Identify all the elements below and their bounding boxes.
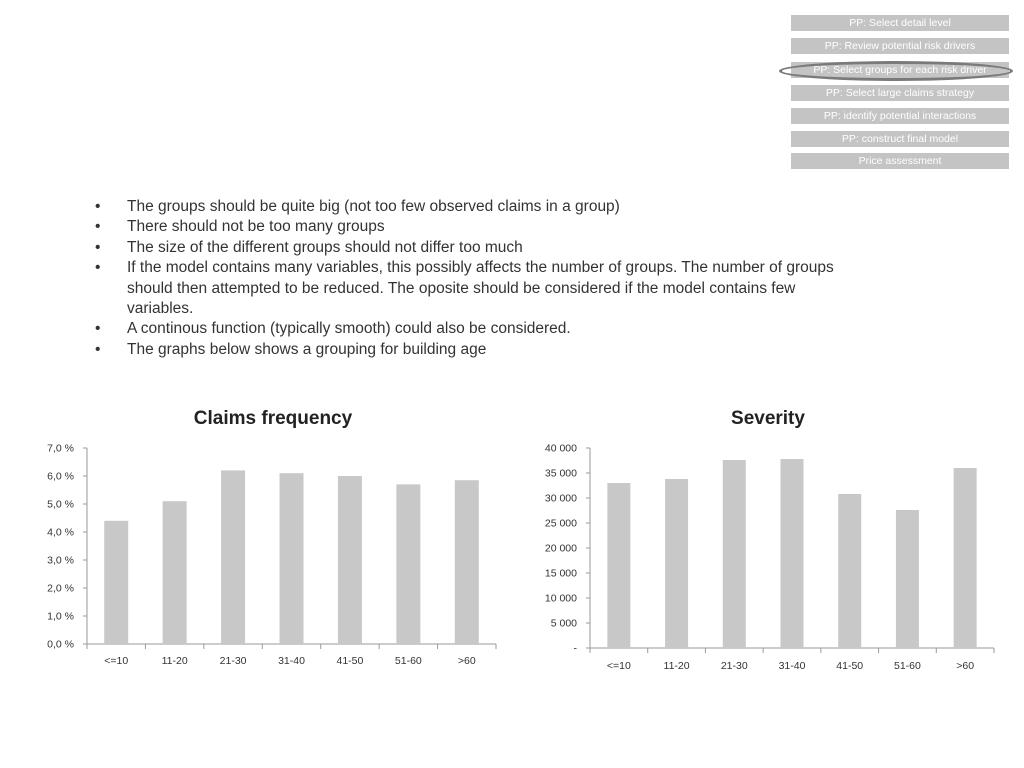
bullet-text: The graphs below shows a grouping for building age xyxy=(127,340,487,358)
severity-y-tick-label: 5 000 xyxy=(550,617,577,630)
frequency-bar xyxy=(104,521,128,644)
frequency-y-tick-label: 4,0 % xyxy=(47,526,74,539)
frequency-x-tick-label: 41-50 xyxy=(336,655,364,667)
frequency-y-tick-label: 6,0 % xyxy=(47,470,74,483)
nav-construct-final-model[interactable]: PP: construct final model xyxy=(791,131,1009,147)
severity-bar xyxy=(665,479,688,648)
severity-y-tick-label: 15 000 xyxy=(544,567,577,580)
frequency-y-tick-label: 3,0 % xyxy=(47,554,74,567)
frequency-y-tick-label: 5,0 % xyxy=(47,498,74,511)
severity-bar xyxy=(838,494,861,648)
bullet-dot-icon: • xyxy=(95,259,101,277)
frequency-y-tick-label: 7,0 % xyxy=(47,442,74,455)
nav-large-claims-strategy[interactable]: PP: Select large claims strategy xyxy=(791,85,1009,101)
frequency-chart-title: Claims frequency xyxy=(193,408,353,429)
frequency-bar xyxy=(396,484,420,644)
severity-chart-title: Severity xyxy=(731,408,805,429)
bullet-text: A continous function (typically smooth) could also be considered. xyxy=(127,320,571,338)
severity-bar xyxy=(954,468,977,648)
nav-price-assessment[interactable]: Price assessment xyxy=(791,153,1009,169)
severity-chart xyxy=(545,408,994,672)
bullet-text: There should not be too many groups xyxy=(127,218,385,236)
severity-bar xyxy=(607,483,630,648)
nav-review-risk-drivers[interactable]: PP: Review potential risk drivers xyxy=(791,38,1009,54)
frequency-bar xyxy=(163,501,187,644)
frequency-bar xyxy=(280,473,304,644)
severity-y-tick-label: - xyxy=(573,642,577,655)
frequency-y-tick-label: 0,0 % xyxy=(47,638,74,651)
severity-x-tick-label: 31-40 xyxy=(778,660,806,672)
severity-x-tick-label: 51-60 xyxy=(893,660,921,672)
bullet-dot-icon: • xyxy=(95,238,101,256)
bullet-dot-icon: • xyxy=(95,340,101,358)
severity-y-tick-label: 35 000 xyxy=(544,467,577,480)
bullet-text: If the model contains many variables, this possibly affects the number of groups. The number of groups should then attempted to be reduced. The oposite should be considered if the model contains few variables. xyxy=(127,259,834,318)
severity-x-tick-label: >60 xyxy=(956,660,975,672)
frequency-x-tick-label: >60 xyxy=(457,655,476,667)
nav-select-groups[interactable]: PP: Select groups for each risk driver xyxy=(791,62,1009,78)
bullet-text: The size of the different groups should not differ too much xyxy=(127,238,523,256)
frequency-x-tick-label: 31-40 xyxy=(278,655,305,667)
severity-y-tick-label: 25 000 xyxy=(544,517,577,530)
bullet-text: The groups should be quite big (not too few observed claims in a group) xyxy=(127,198,620,215)
severity-y-tick-label: 10 000 xyxy=(544,592,577,605)
bullet-dot-icon: • xyxy=(95,218,101,236)
frequency-x-tick-label: 11-20 xyxy=(161,655,188,667)
severity-y-tick-label: 20 000 xyxy=(544,542,577,555)
claims-frequency-chart xyxy=(47,408,496,667)
severity-bar xyxy=(723,460,746,648)
severity-bar xyxy=(781,459,804,648)
frequency-bar xyxy=(455,480,479,644)
severity-bar xyxy=(896,510,919,648)
severity-y-tick-label: 40 000 xyxy=(544,442,577,455)
severity-x-tick-label: <=10 xyxy=(606,660,631,672)
severity-y-tick-label: 30 000 xyxy=(544,492,577,505)
bullet-dot-icon: • xyxy=(95,320,101,338)
frequency-x-tick-label: <=10 xyxy=(104,655,129,667)
frequency-x-tick-label: 51-60 xyxy=(394,655,422,667)
frequency-bar xyxy=(338,476,362,644)
severity-x-tick-label: 41-50 xyxy=(836,660,864,672)
severity-x-tick-label: 21-30 xyxy=(720,660,748,672)
frequency-bar xyxy=(221,470,245,644)
bullet-dot-icon: • xyxy=(95,198,101,215)
nav-select-detail-level[interactable]: PP: Select detail level xyxy=(791,15,1009,31)
nav-identify-interactions[interactable]: PP: identify potential interactions xyxy=(791,108,1009,124)
frequency-x-tick-label: 21-30 xyxy=(219,655,247,667)
severity-x-tick-label: 11-20 xyxy=(663,660,690,672)
frequency-y-tick-label: 2,0 % xyxy=(47,582,74,595)
frequency-y-tick-label: 1,0 % xyxy=(47,610,74,623)
